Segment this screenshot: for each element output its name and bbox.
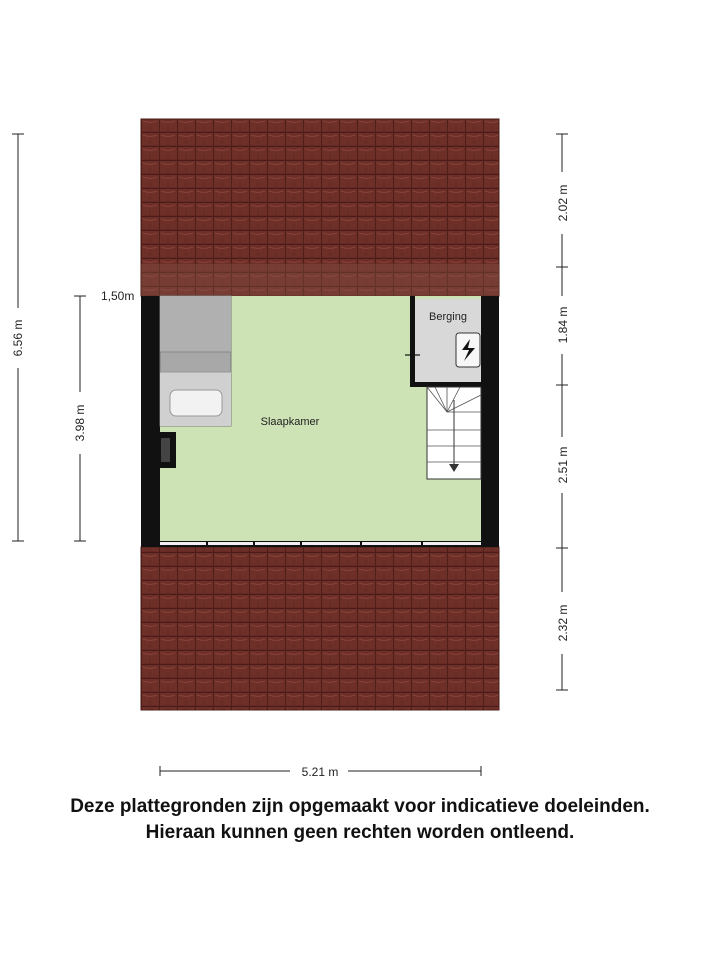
window-strip [160,542,481,545]
dim-room-depth: 3.98 m [73,404,87,442]
boiler-icon [456,333,480,367]
berging-wall-bottom [410,382,481,387]
slaapkamer-label: Slaapkamer [260,416,320,428]
dim-width: 5.21 m [301,765,339,779]
dim-knee-height: 1,50m [101,289,135,303]
chimney-inner [161,438,170,462]
wall-left [141,296,160,547]
disclaimer-line-1: Deze plattegronden zijn opgemaakt voor indicatieve doeleinden. [70,796,650,817]
berging-label: Berging [429,311,467,323]
disclaimer-line-2: Hieraan kunnen geen rechten worden ontleend. [145,822,575,843]
roof-eave-shade [141,264,499,296]
roof-bottom [141,547,499,710]
dim-berging: 1.84 m [556,306,570,344]
stairs-icon [427,387,481,479]
dim-stairs: 2.51 m [556,446,570,484]
wall-right [481,296,499,547]
berging-wall-left [410,296,415,386]
dim-total-depth: 6.56 m [11,319,25,357]
dim-roof-bottom: 2.32 m [556,604,570,642]
dim-roof-top: 2.02 m [556,184,570,222]
bed-icon [160,296,231,426]
